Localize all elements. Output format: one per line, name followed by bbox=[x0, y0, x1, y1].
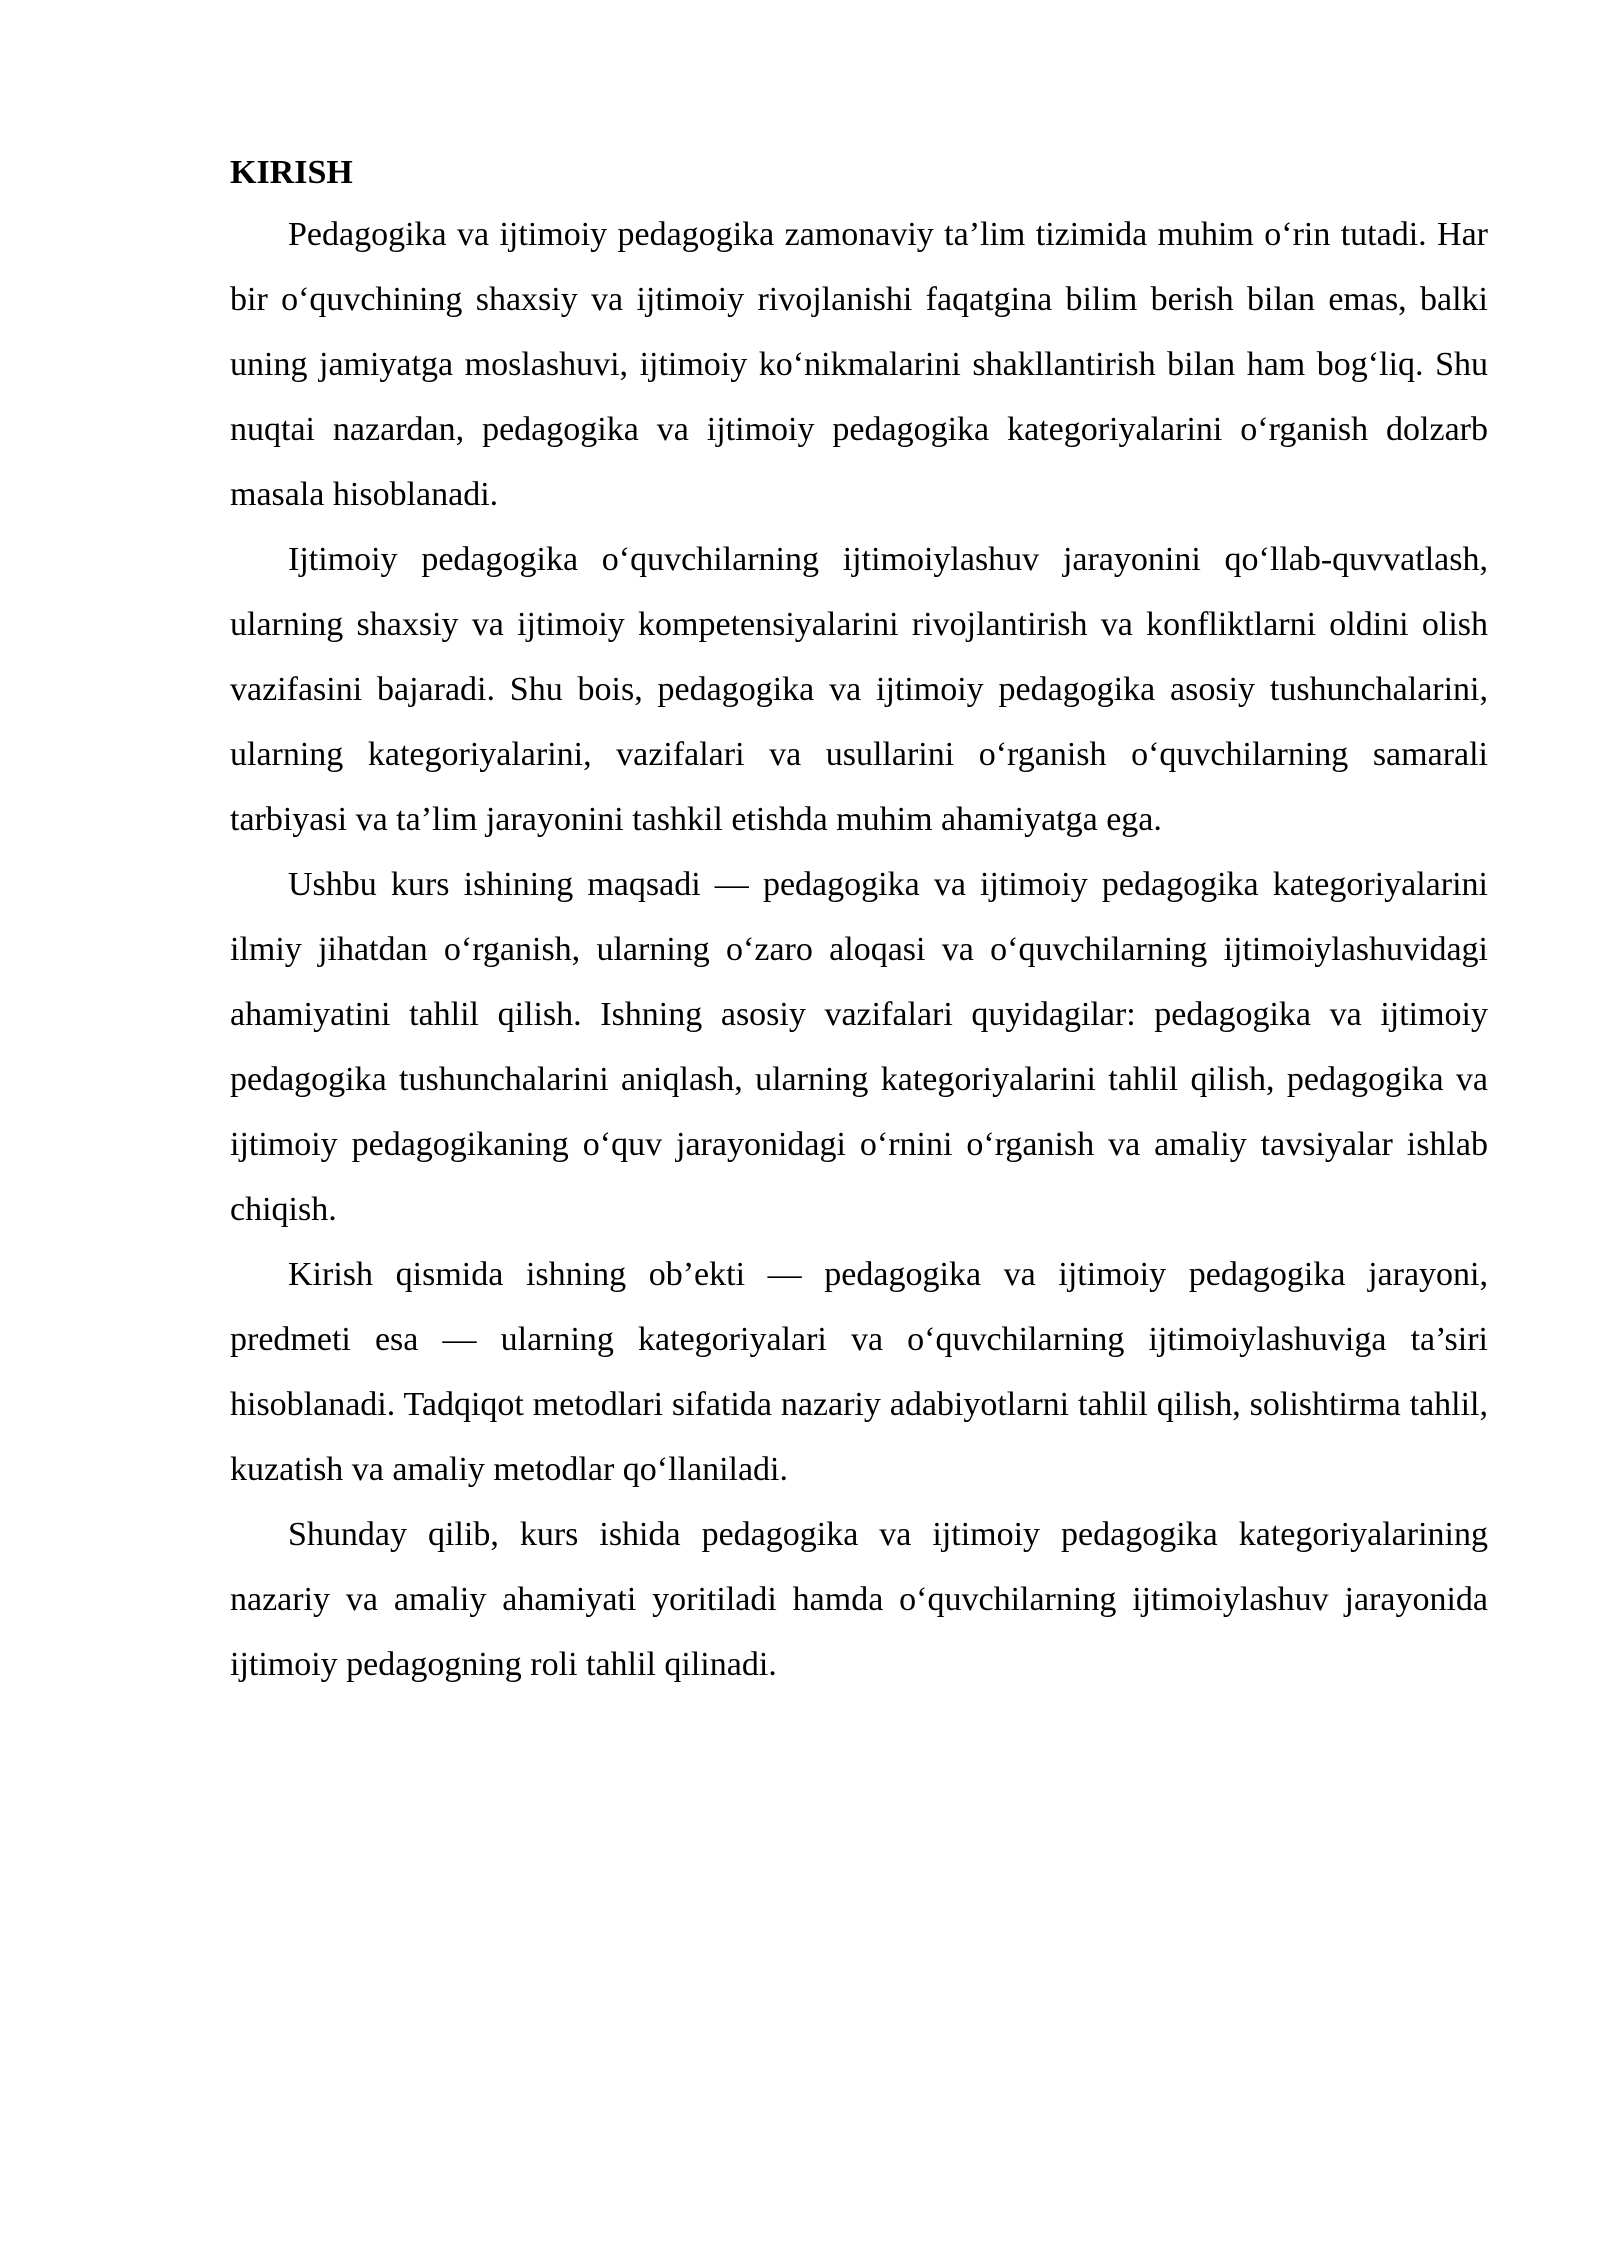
paragraph-object-subject: Kirish qismida ishning ob’ekti — pedagogika va ijtimoiy pedagogika jarayoni, predmeti esa — ularning kategoriyalari va o‘quvchilarning ijtimoiylashuviga ta’siri hisoblanadi. Tadqiqot metodlari sifatida nazariy adabiyotlarni tahlil qilish, solishtirma tahlil, kuzatish va amaliy metodlar qo‘llaniladi. bbox=[230, 1256, 1488, 1488]
paragraph-conclusion: Shunday qilib, kurs ishida pedagogika va ijtimoiy pedagogika kategoriyalarining nazariy va amaliy ahamiyati yoritiladi hamda o‘quvchilarning ijtimoiylashuv jarayonida ijtimoiy pedagogning roli tahlil qilinadi. bbox=[230, 1516, 1488, 1683]
section-heading: KIRISH bbox=[230, 154, 353, 191]
paragraph-goal: Ushbu kurs ishining maqsadi — pedagogika va ijtimoiy pedagogika kategoriyalarini ilmiy jihatdan o‘rganish, ularning o‘zaro aloqasi va o‘quvchilarning ijtimoiylashuvidagi ahamiyatini tahlil qilish. Ishning asosiy vazifalari quyidagilar: pedagogika va ijtimoiy pedagogika tushunchalarini aniqlash, ularning kategoriyalarini tahlil qilish, pedagogika va ijtimoiy pedagogikaning o‘quv jarayonidagi o‘rnini o‘rganish va amaliy tavsiyalar ishlab chiqish. bbox=[230, 866, 1488, 1228]
paragraph-social-pedagogy: Ijtimoiy pedagogika o‘quvchilarning ijtimoiylashuv jarayonini qo‘llab-quvvatlash, ularning shaxsiy va ijtimoiy kompetensiyalarini rivojlantirish va konfliktlarni oldini olish vazifasini bajaradi. Shu bois, pedagogika va ijtimoiy pedagogika asosiy tushunchalarini, ularning kategoriyalarini, vazifalari va usullarini o‘rganish o‘quvchilarning samarali tarbiyasi va ta’lim jarayonini tashkil etishda muhim ahamiyatga ega. bbox=[230, 541, 1488, 838]
document-page bbox=[230, 152, 1488, 1697]
paragraph-intro: Pedagogika va ijtimoiy pedagogika zamonaviy ta’lim tizimida muhim o‘rin tutadi. Har bir o‘quvchining shaxsiy va ijtimoiy rivojlanishi faqatgina bilim berish bilan emas, balki uning jamiyatga moslashuvi, ijtimoiy ko‘nikmalarini shakllantirish bilan ham bog‘liq. Shu nuqtai nazardan, pedagogika va ijtimoiy pedagogika kategoriyalarini o‘rganish dolzarb masala hisoblanadi. bbox=[230, 216, 1488, 513]
